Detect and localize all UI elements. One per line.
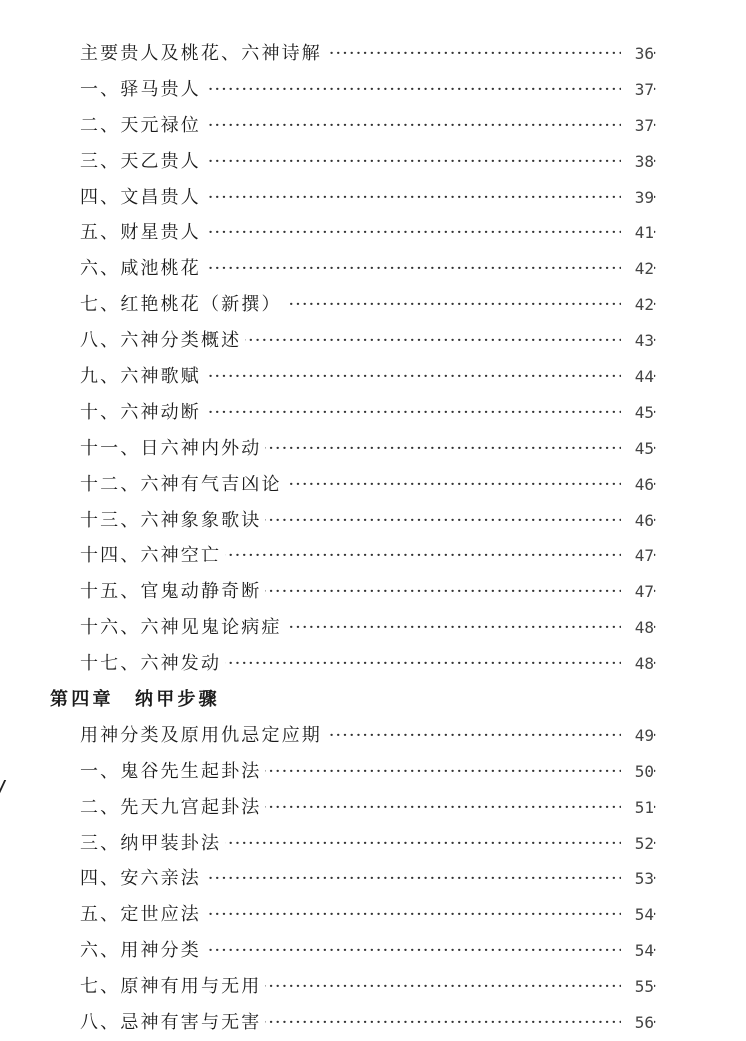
toc-entry <box>0 323 746 359</box>
toc-entry-page: 44 <box>621 359 654 395</box>
chapter-heading <box>0 682 746 718</box>
toc-entry-page: 43 <box>621 323 654 359</box>
toc-entry <box>0 646 746 682</box>
toc-entry <box>0 897 746 933</box>
toc-entry-title: 五、财星贵人 <box>80 215 205 251</box>
toc-entry <box>0 826 746 862</box>
toc-entry-title: 十七、六神发动 <box>80 646 225 682</box>
toc-entry <box>0 215 746 251</box>
toc-entry <box>0 467 746 503</box>
toc-entry-title: 四、文昌贵人 <box>80 180 205 216</box>
toc-entry <box>0 431 746 467</box>
table-of-contents <box>0 36 746 1041</box>
toc-entry <box>0 180 746 216</box>
toc-entry-page: 36 <box>621 36 654 72</box>
toc-entry-title: 十二、六神有气吉凶论 <box>80 467 286 503</box>
toc-entry-page: 42 <box>621 287 654 323</box>
toc-entry-page: 52 <box>621 826 654 862</box>
toc-entry-page: 50 <box>621 754 654 790</box>
toc-entry <box>0 933 746 969</box>
toc-entry <box>0 754 746 790</box>
toc-entry <box>0 144 746 180</box>
toc-entry-page: 38 <box>621 144 654 180</box>
toc-entry-title: 十四、六神空亡 <box>80 538 225 574</box>
toc-entry-title: 七、红艳桃花（新撰） <box>80 287 286 323</box>
toc-entry-title: 用神分类及原用仇忌定应期 <box>80 718 326 754</box>
toc-entry-page: 49 <box>621 718 654 754</box>
toc-entry-page: 55 <box>621 969 654 1005</box>
toc-entry <box>0 395 746 431</box>
toc-entry-title: 三、天乙贵人 <box>80 144 205 180</box>
toc-entry <box>0 969 746 1005</box>
toc-entry-page: 37 <box>621 108 654 144</box>
toc-entry-title: 七、原神有用与无用 <box>80 969 265 1005</box>
toc-entry-page: 48 <box>621 646 654 682</box>
toc-entry-title: 八、忌神有害与无害 <box>80 1005 265 1041</box>
toc-entry-page: 47 <box>621 538 654 574</box>
toc-entry-page: 45 <box>621 431 654 467</box>
toc-entry <box>0 610 746 646</box>
toc-entry-page: 46 <box>621 467 654 503</box>
toc-entry-title: 十六、六神见鬼论病症 <box>80 610 286 646</box>
toc-entry-page: 42 <box>621 251 654 287</box>
toc-entry-page: 53 <box>621 861 654 897</box>
toc-entry-title: 八、六神分类概述 <box>80 323 245 359</box>
toc-entry <box>0 503 746 539</box>
toc-entry-title: 十五、官鬼动静奇断 <box>80 574 265 610</box>
toc-entry-page: 48 <box>621 610 654 646</box>
toc-entry-title: 三、纳甲装卦法 <box>80 826 225 862</box>
toc-entry-page: 37 <box>621 72 654 108</box>
toc-entry <box>0 287 746 323</box>
toc-entry-page: 54 <box>621 897 654 933</box>
toc-entry-title: 六、咸池桃花 <box>80 251 205 287</box>
toc-entry <box>0 251 746 287</box>
toc-entry <box>0 861 746 897</box>
toc-entry-page: 39 <box>621 180 654 216</box>
toc-entry <box>0 108 746 144</box>
toc-entry <box>0 1005 746 1041</box>
toc-entry <box>0 718 746 754</box>
toc-entry <box>0 36 746 72</box>
toc-entry-title: 一、鬼谷先生起卦法 <box>80 754 265 790</box>
toc-entry-title: 一、驿马贵人 <box>80 72 205 108</box>
toc-entry-title: 九、六神歌赋 <box>80 359 205 395</box>
toc-entry-page: 45 <box>621 395 654 431</box>
toc-entry-title: 二、先天九宫起卦法 <box>80 790 265 826</box>
toc-entry-title: 十一、日六神内外动 <box>80 431 265 467</box>
toc-entry-title: 十、六神动断 <box>80 395 205 431</box>
toc-entry-title: 第四章 纳甲步骤 <box>50 682 224 718</box>
toc-entry <box>0 359 746 395</box>
toc-entry <box>0 790 746 826</box>
toc-entry-page: 56 <box>621 1005 654 1041</box>
toc-entry-title: 二、天元禄位 <box>80 108 205 144</box>
toc-entry-page: 46 <box>621 503 654 539</box>
toc-entry-page: 41 <box>621 215 654 251</box>
toc-entry-page: 47 <box>621 574 654 610</box>
toc-entry-title: 十三、六神象象歌诀 <box>80 503 265 539</box>
toc-entry-title: 六、用神分类 <box>80 933 205 969</box>
toc-entry <box>0 574 746 610</box>
toc-entry <box>0 538 746 574</box>
toc-entry-title: 四、安六亲法 <box>80 861 205 897</box>
toc-entry-title: 五、定世应法 <box>80 897 205 933</box>
toc-entry-page: 51 <box>621 790 654 826</box>
toc-entry <box>0 72 746 108</box>
toc-entry-title: 主要贵人及桃花、六神诗解 <box>80 36 326 72</box>
toc-entry-page: 54 <box>621 933 654 969</box>
